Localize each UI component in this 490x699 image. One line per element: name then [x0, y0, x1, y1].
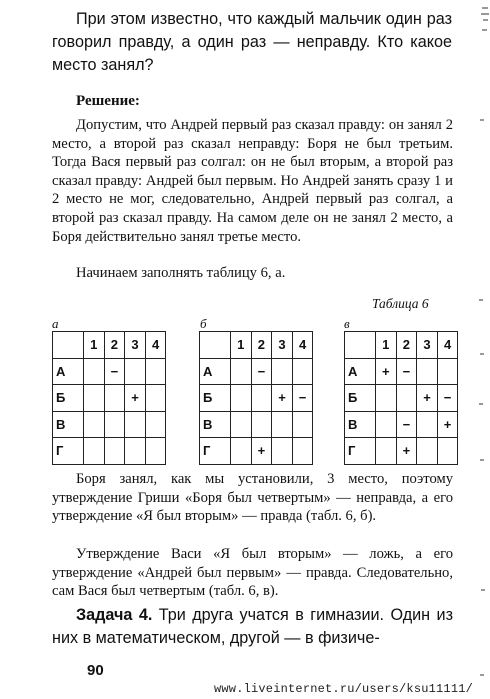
table-cell: +	[272, 385, 293, 412]
table-cell: 2	[251, 332, 272, 359]
table-cell	[104, 385, 125, 412]
table-cell	[272, 358, 293, 385]
table-cell	[145, 385, 166, 412]
table-cell: −	[396, 358, 417, 385]
table-cell: Г	[345, 438, 376, 465]
table-cell	[231, 358, 252, 385]
table-cell	[125, 411, 146, 438]
table-row	[345, 358, 458, 385]
table-cell: 1	[84, 332, 105, 359]
table-cell	[84, 358, 105, 385]
table-cell	[145, 358, 166, 385]
table-cell: 4	[437, 332, 458, 359]
table-cell: В	[53, 411, 84, 438]
table-cell: +	[251, 438, 272, 465]
watermark: www.liveinternet.ru/users/ksu11111/	[214, 682, 474, 696]
table-cell	[437, 358, 458, 385]
table-row	[200, 385, 313, 412]
table-cell	[145, 438, 166, 465]
table-cell: Б	[53, 385, 84, 412]
table-cell	[145, 411, 166, 438]
table-cell: +	[376, 358, 397, 385]
table-cell	[200, 332, 231, 359]
table-label-b: б	[200, 316, 207, 331]
table-cell	[125, 438, 146, 465]
table-cell	[84, 438, 105, 465]
table-cell: 2	[104, 332, 125, 359]
table-header-row	[200, 332, 313, 359]
table-header-row	[345, 332, 458, 359]
vasya-paragraph: Утверждение Васи «Я был вторым» — ложь, а его утверждение «Андрей был первым» — правда. Следовательно, сам Вася был четвертым (табл. 6, в).	[52, 546, 453, 600]
table-cell: 4	[145, 332, 166, 359]
table-cell	[292, 411, 313, 438]
table-cell	[53, 332, 84, 359]
table-row	[200, 411, 313, 438]
table-cell: 3	[272, 332, 293, 359]
table-cell	[396, 385, 417, 412]
table-cell	[231, 411, 252, 438]
table-cell: 2	[396, 332, 417, 359]
table-cell	[231, 385, 252, 412]
table-cell	[251, 411, 272, 438]
table-row	[200, 438, 313, 465]
table-cell	[292, 438, 313, 465]
fill-table-paragraph: Начинаем заполнять таблицу 6, а.	[76, 265, 286, 281]
table-cell: 4	[292, 332, 313, 359]
table-row	[345, 385, 458, 412]
table-cell	[272, 411, 293, 438]
task-text: Три друга учатся в гимназии. Один из них в математическом, другой — в физиче-	[52, 606, 454, 647]
solution-paragraph: Допустим, что Андрей первый раз сказал правду: он занял 2 место, а второй раз сказал неправду: Боря не был третьим. Тогда Вася первый раз солгал: он не был вторым, а второй раз сказал правду: Андрей был первым. Но Андрей занять сразу 1 и 2 место не мог, следовательно, Андрей первый раз солгал, а второй раз сказал правду. На самом деле он не занял 2 место, а Боря действительно занял третье место.	[52, 117, 453, 245]
table-cell	[417, 438, 438, 465]
table-cell: +	[125, 385, 146, 412]
table-cell: 3	[125, 332, 146, 359]
table-cell: +	[396, 438, 417, 465]
table-cell: −	[292, 385, 313, 412]
table-cell	[376, 385, 397, 412]
table-row	[53, 438, 166, 465]
table-cell: А	[53, 358, 84, 385]
table-cell: −	[437, 385, 458, 412]
table-row	[53, 358, 166, 385]
page-number: 90	[87, 662, 104, 679]
table-cell: Б	[345, 385, 376, 412]
table-cell: А	[200, 358, 231, 385]
table-cell	[437, 438, 458, 465]
table-label-a: а	[52, 316, 59, 331]
problem-conditions: При этом известно, что каждый мальчик один раз говорил правду, а один раз — неправду. Кто какое место занял?	[52, 10, 452, 74]
table-cell: В	[200, 411, 231, 438]
table-cell	[125, 358, 146, 385]
table-label-c: в	[344, 316, 350, 331]
logic-table-c	[344, 331, 458, 465]
table-cell	[231, 438, 252, 465]
table-row	[345, 411, 458, 438]
scan-edge-marks	[470, 0, 490, 699]
table-row	[345, 438, 458, 465]
table-cell: −	[396, 411, 417, 438]
table-header-row	[53, 332, 166, 359]
table-cell: 3	[417, 332, 438, 359]
table-cell	[84, 411, 105, 438]
table-cell: Б	[200, 385, 231, 412]
table-cell	[104, 411, 125, 438]
table-cell: 1	[231, 332, 252, 359]
task-4-paragraph	[52, 604, 453, 650]
task-label: Задача 4.	[76, 606, 153, 624]
table-cell: А	[345, 358, 376, 385]
table-cell: +	[437, 411, 458, 438]
table-cell	[376, 411, 397, 438]
table-cell: 1	[376, 332, 397, 359]
solution-heading: Решение:	[76, 93, 140, 109]
table-cell: −	[104, 358, 125, 385]
table-cell: Г	[53, 438, 84, 465]
table-row	[53, 411, 166, 438]
table-cell: В	[345, 411, 376, 438]
table-row	[53, 385, 166, 412]
table-row	[200, 358, 313, 385]
table-cell	[251, 385, 272, 412]
table-cell	[417, 358, 438, 385]
table-cell: Г	[200, 438, 231, 465]
table-caption: Таблица 6	[372, 296, 429, 311]
table-cell: +	[417, 385, 438, 412]
table-cell	[272, 438, 293, 465]
table-cell	[417, 411, 438, 438]
borya-paragraph: Боря занял, как мы установили, 3 место, поэтому утверждение Гриши «Боря был четвертым» — неправда, а его утверждение «Я был вторым» — правда (табл. 6, б).	[52, 471, 453, 525]
table-cell: −	[251, 358, 272, 385]
table-cell	[84, 385, 105, 412]
table-cell	[376, 438, 397, 465]
table-cell	[292, 358, 313, 385]
logic-table-b	[199, 331, 313, 465]
table-cell	[345, 332, 376, 359]
logic-table-a	[52, 331, 166, 465]
table-cell	[104, 438, 125, 465]
